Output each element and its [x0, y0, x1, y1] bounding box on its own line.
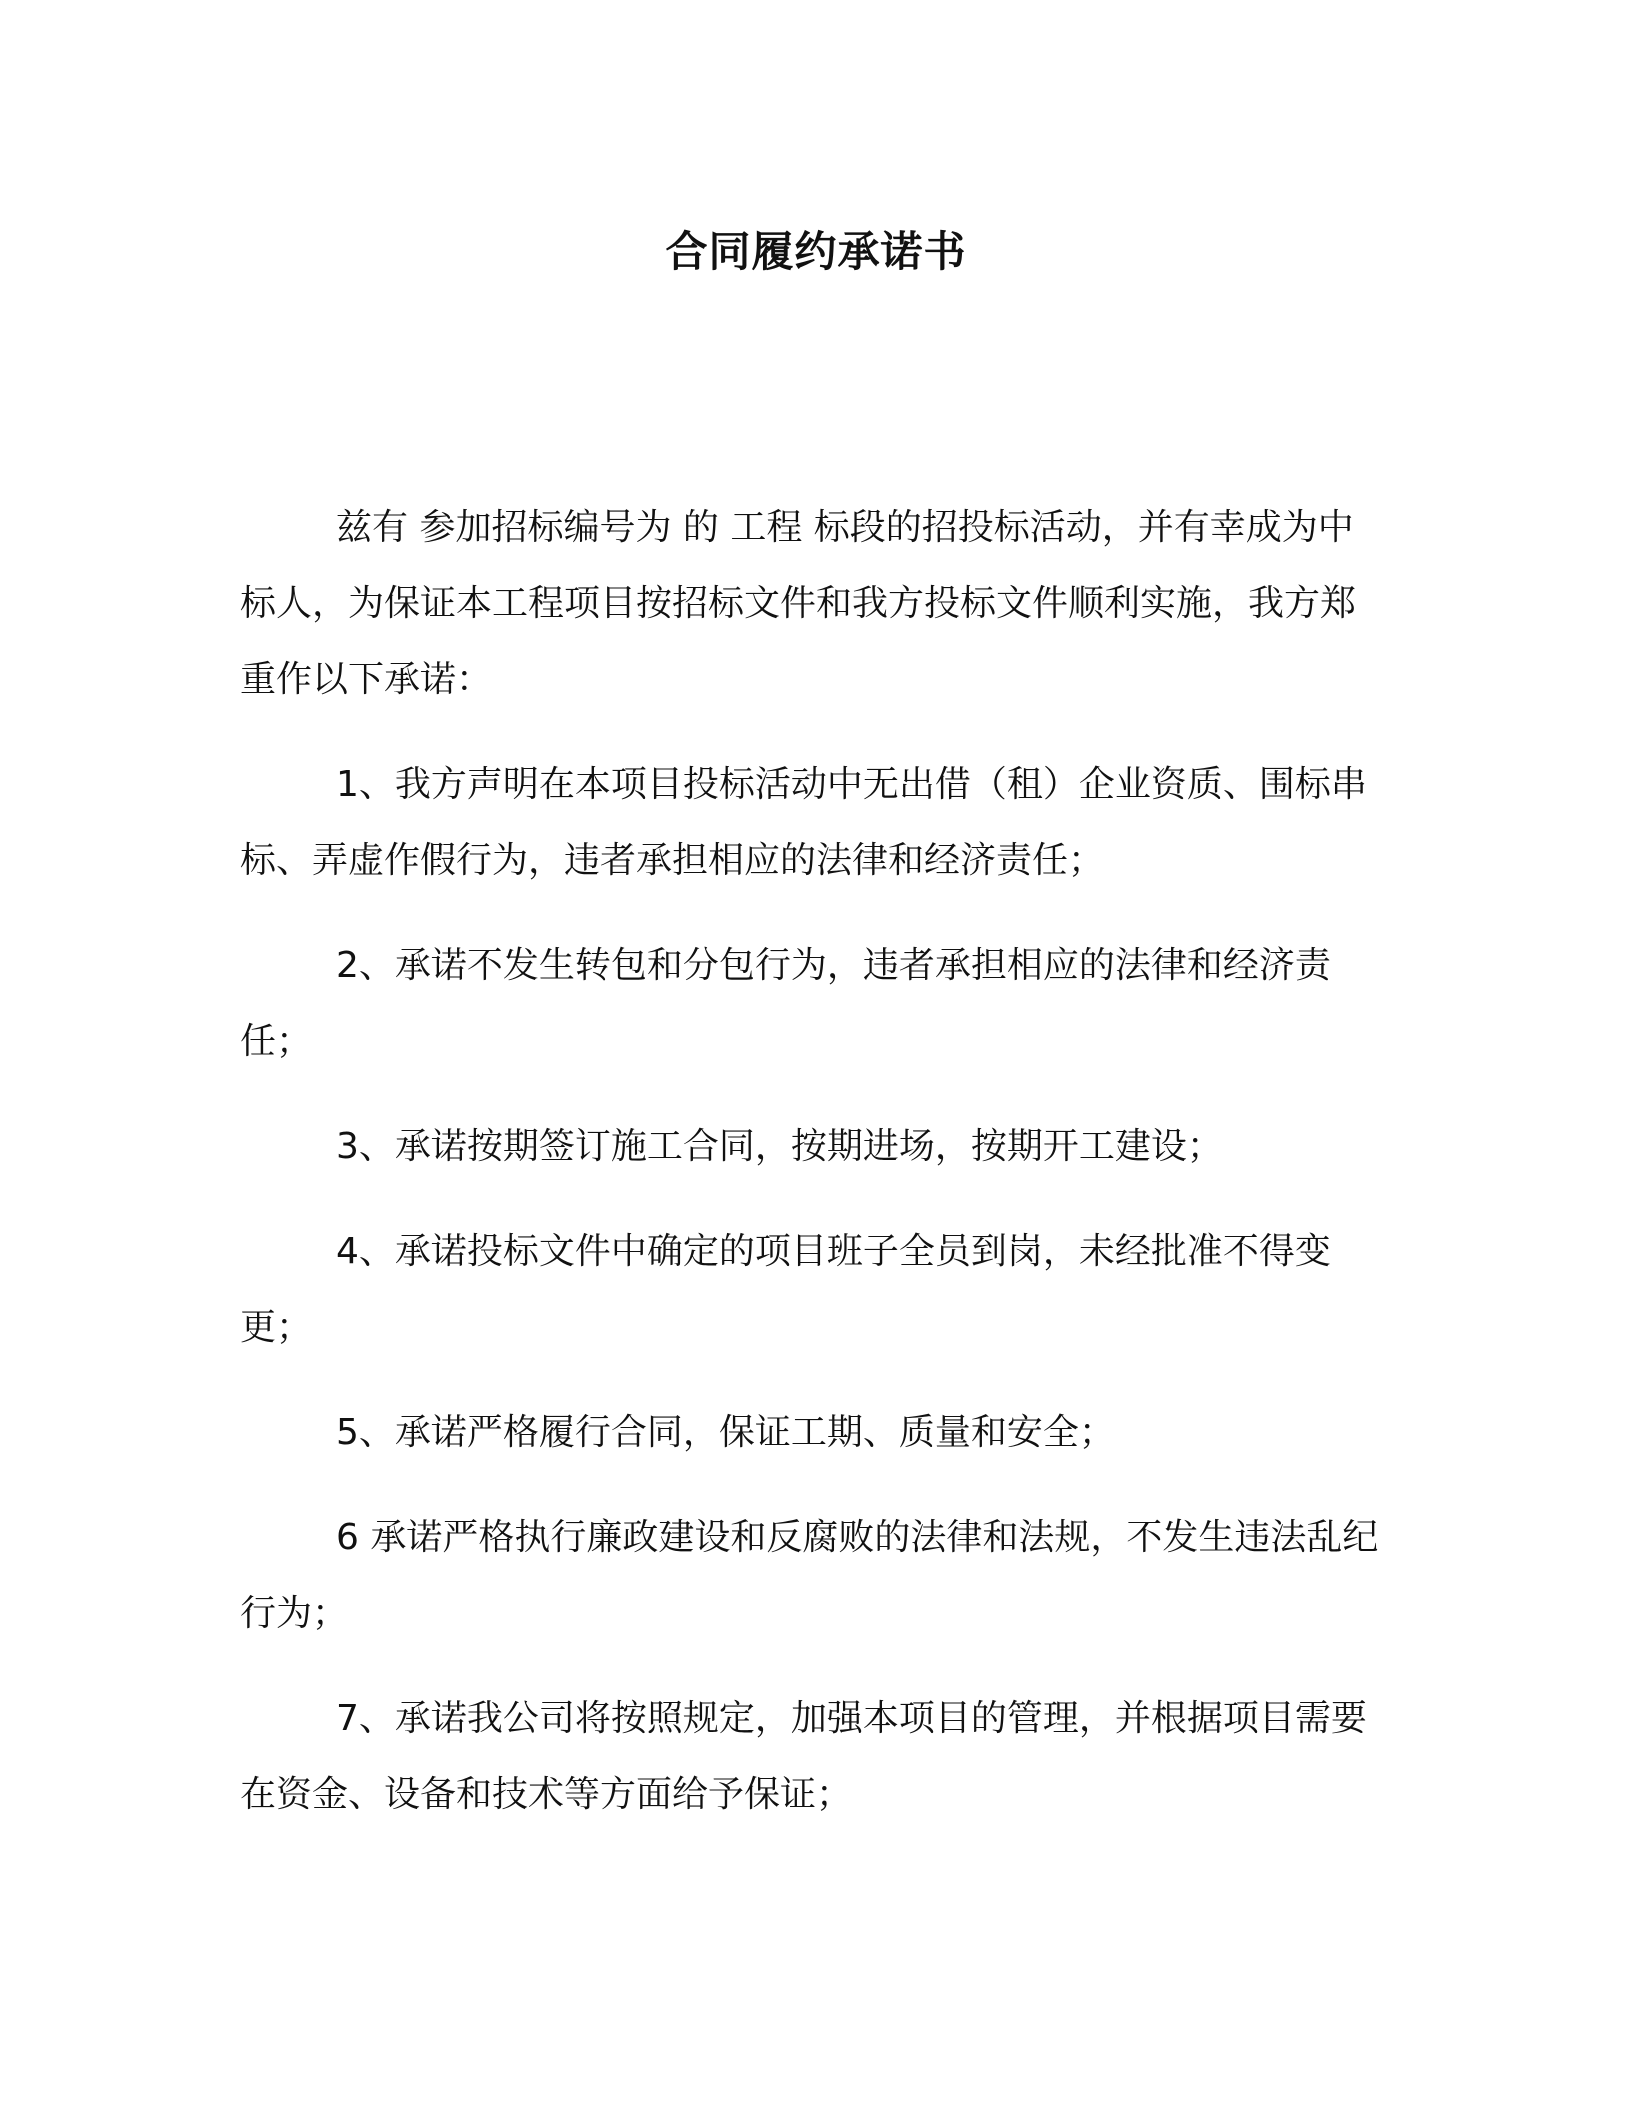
commitment-3: 3、承诺按期签订施工合同，按期进场，按期开工建设； [336, 1126, 1223, 1167]
document-body [240, 490, 1386, 1833]
commitment-7: 7、承诺我公司将按照规定，加强本项目的管理，并根据项目需要在资金、设备和技术等方面给予保证； [240, 1698, 1367, 1815]
commitment-1: 1、我方声明在本项目投标活动中无出借（租）企业资质、围标串标、弄虚作假行为，违者承担相应的法律和经济责任； [240, 764, 1367, 881]
commitment-4: 4、承诺投标文件中确定的项目班子全员到岗，未经批准不得变更； [240, 1231, 1331, 1348]
commitment-2: 2、承诺不发生转包和分包行为，违者承担相应的法律和经济责任； [240, 945, 1331, 1062]
commitment-5: 5、承诺严格履行合同，保证工期、质量和安全； [336, 1412, 1115, 1453]
document-title: 合同履约承诺书 [665, 227, 967, 276]
commitment-6: 6 承诺严格执行廉政建设和反腐败的法律和法规，不发生违法乱纪行为； [240, 1517, 1379, 1634]
intro-paragraph: 兹有 参加招标编号为 的 工程 标段的招投标活动，并有幸成为中标人，为保证本工程项目按招标文件和我方投标文件顺利实施，我方郑重作以下承诺： [240, 507, 1357, 700]
